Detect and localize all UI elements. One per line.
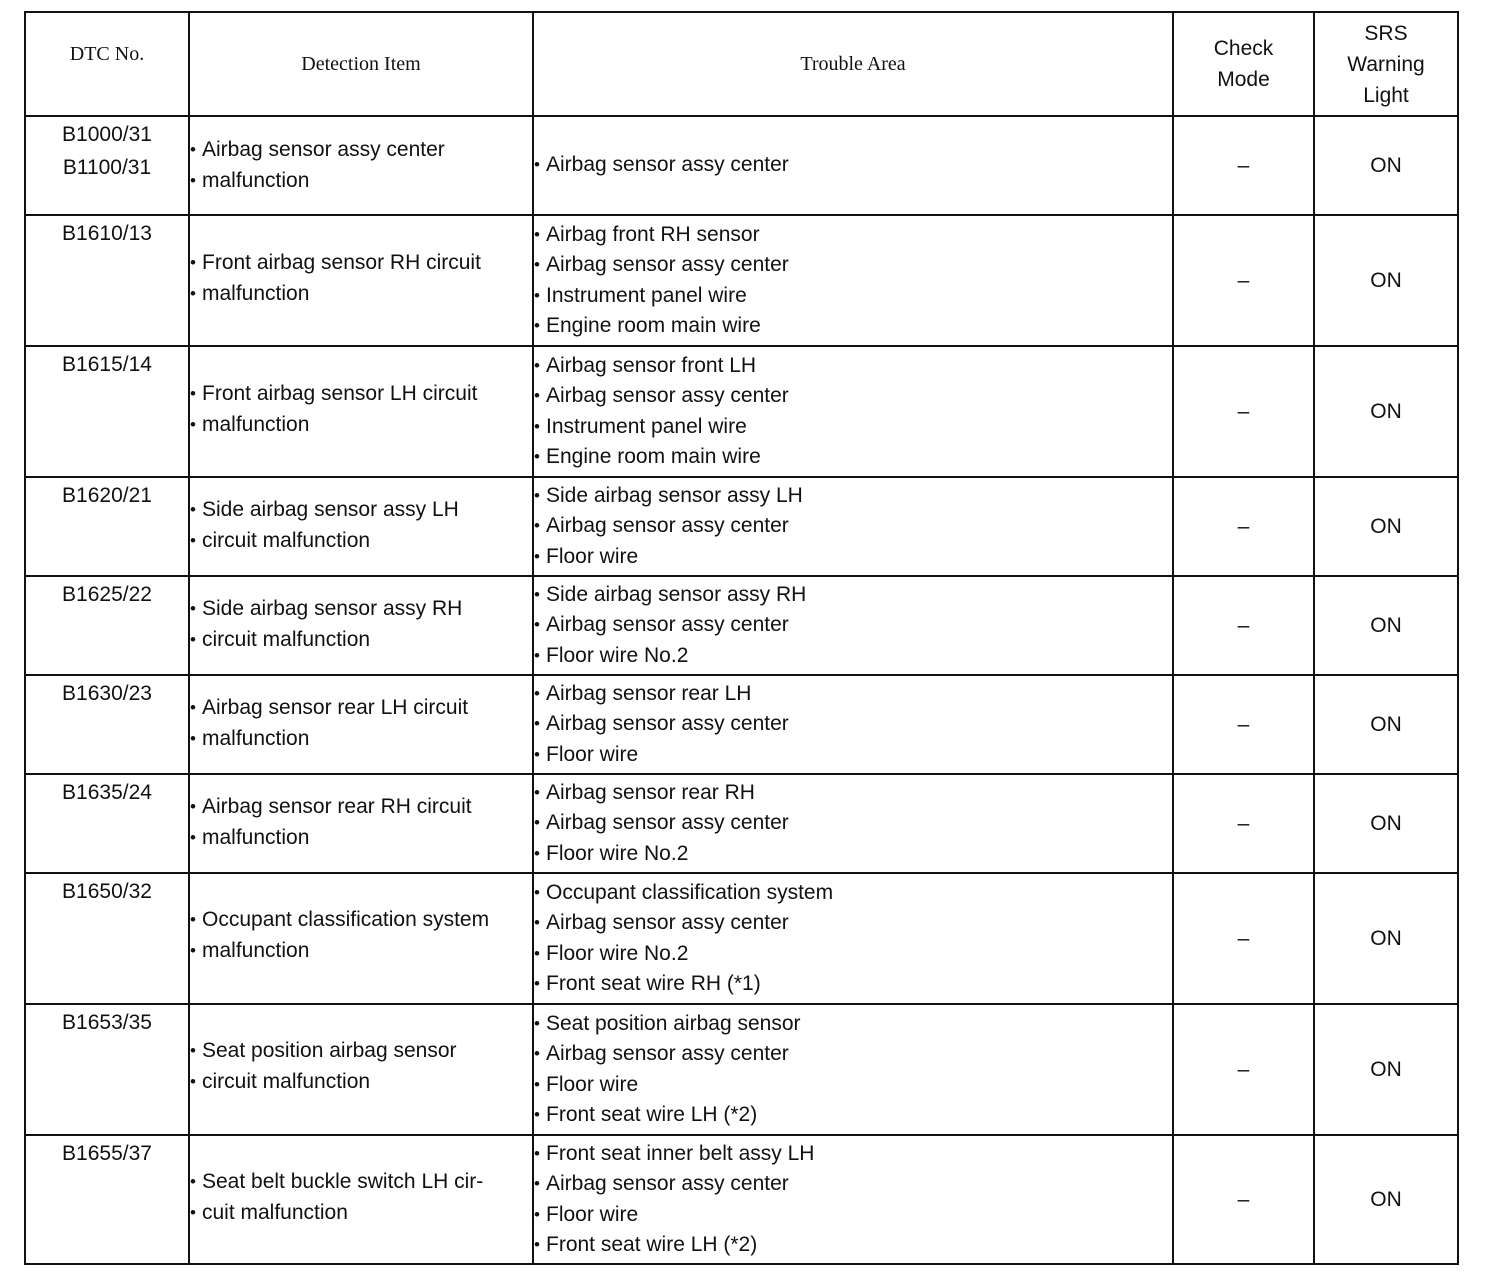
detection-text: Airbag sensor rear RH circuit — [202, 795, 472, 818]
bullet-line — [190, 166, 532, 197]
bullet-line — [190, 526, 532, 557]
trouble-text: Floor wire No.2 — [546, 841, 689, 865]
bullet-icon: • — [534, 285, 540, 305]
detection-text: Side airbag sensor assy RH — [202, 597, 463, 620]
trouble-text: Engine room main wire — [546, 314, 761, 337]
dtc-code-cell — [25, 477, 189, 576]
bullet-line — [534, 1139, 1172, 1170]
dtc-code: B1655/37 — [62, 1142, 152, 1165]
bullet-line — [190, 823, 532, 854]
bullet-line — [534, 709, 1172, 740]
dtc-code: B1653/35 — [62, 1011, 152, 1034]
bullet-icon: • — [534, 316, 540, 335]
detection-text: Airbag sensor rear LH circuit — [202, 696, 469, 719]
trouble-text: Seat position airbag sensor — [546, 1011, 801, 1035]
detection-text: circuit malfunction — [202, 627, 371, 651]
bullet-icon: • — [534, 386, 540, 405]
bullet-line — [534, 1100, 1172, 1131]
trouble-area-cell — [533, 675, 1173, 774]
bullet-line — [190, 936, 532, 967]
trouble-text: Instrument panel wire — [546, 283, 747, 307]
bullet-icon: • — [534, 155, 540, 175]
bullet-line — [534, 939, 1172, 970]
bullet-line — [190, 594, 532, 625]
detection-text: Front airbag sensor RH circuit — [202, 251, 481, 274]
trouble-text: Airbag sensor rear RH — [546, 780, 755, 804]
check-mode-cell: – — [1173, 477, 1314, 576]
bullet-line — [534, 311, 1172, 342]
bullet-icon: • — [534, 1013, 540, 1033]
detection-item-cell — [189, 477, 533, 576]
trouble-text: Front seat wire LH (*2) — [546, 1233, 758, 1256]
bullet-line — [534, 250, 1172, 281]
check-mode-cell: – — [1173, 873, 1314, 1004]
bullet-line — [190, 1167, 532, 1198]
detection-text: malfunction — [202, 281, 310, 305]
bullet-line — [534, 220, 1172, 251]
bullet-line — [534, 542, 1172, 573]
bullet-line — [190, 905, 532, 936]
bullet-icon: • — [190, 599, 196, 618]
trouble-area-cell — [533, 477, 1173, 576]
detection-text: malfunction — [202, 412, 310, 436]
bullet-line — [534, 442, 1172, 473]
dtc-code-cell — [25, 774, 189, 873]
trouble-area-cell — [533, 116, 1173, 215]
bullet-line — [534, 839, 1172, 870]
bullet-icon: • — [534, 416, 540, 436]
check-mode-cell: – — [1173, 346, 1314, 477]
bullet-icon: • — [534, 744, 540, 764]
bullet-line — [534, 1230, 1172, 1261]
dtc-code: B1630/23 — [62, 682, 152, 705]
trouble-area-cell — [533, 774, 1173, 873]
bullet-icon: • — [190, 253, 196, 272]
header-row — [25, 12, 1458, 116]
trouble-text: Airbag sensor assy center — [546, 384, 789, 407]
check-mode-cell: – — [1173, 576, 1314, 675]
bullet-icon: • — [190, 940, 196, 960]
dtc-code: B1615/14 — [62, 353, 152, 376]
bullet-icon: • — [534, 645, 540, 665]
bullet-line — [534, 580, 1172, 611]
bullet-icon: • — [534, 615, 540, 635]
bullet-icon: • — [534, 355, 540, 375]
bullet-icon: • — [190, 500, 196, 519]
bullet-icon: • — [190, 827, 196, 847]
bullet-icon: • — [190, 698, 196, 717]
trouble-text: Airbag sensor assy center — [546, 811, 789, 835]
dtc-code: B1100/31 — [62, 156, 152, 179]
bullet-line — [534, 679, 1172, 710]
bullet-line — [534, 641, 1172, 672]
bullet-icon: • — [190, 170, 196, 190]
detection-text: Seat belt buckle switch LH cir- — [202, 1170, 484, 1193]
bullet-line — [534, 778, 1172, 809]
trouble-text: Airbag sensor assy center — [546, 1042, 789, 1065]
detection-text: cuit malfunction — [202, 1200, 348, 1224]
bullet-line — [190, 1198, 532, 1229]
dtc-code-cell — [25, 675, 189, 774]
detection-text: circuit malfunction — [202, 1069, 371, 1093]
table-row — [25, 1004, 1458, 1135]
detection-text: Side airbag sensor assy LH — [202, 498, 459, 521]
trouble-text: Instrument panel wire — [546, 414, 747, 438]
dtc-code-cell — [25, 873, 189, 1004]
bullet-icon: • — [190, 1202, 196, 1222]
trouble-text: Airbag sensor assy center — [546, 514, 789, 538]
detection-text: Seat position airbag sensor — [202, 1039, 457, 1062]
table-row — [25, 1135, 1458, 1264]
check-mode-cell: – — [1173, 1004, 1314, 1135]
detection-item-cell — [189, 576, 533, 675]
bullet-line — [190, 279, 532, 310]
header-trouble-area: Trouble Area — [533, 12, 1173, 116]
trouble-area-cell — [533, 215, 1173, 346]
dtc-code-cell — [25, 215, 189, 346]
bullet-icon: • — [534, 1143, 540, 1163]
trouble-area-cell — [533, 873, 1173, 1004]
srs-warning-light-cell: ON — [1314, 1135, 1458, 1264]
trouble-text: Airbag sensor assy center — [546, 613, 789, 637]
detection-text: malfunction — [202, 726, 310, 750]
trouble-text: Airbag sensor assy center — [546, 253, 789, 276]
srs-warning-light-cell: ON — [1314, 774, 1458, 873]
bullet-icon: • — [534, 447, 540, 466]
check-mode-cell: – — [1173, 215, 1314, 346]
bullet-line — [534, 511, 1172, 542]
bullet-line — [534, 1070, 1172, 1101]
bullet-line — [534, 412, 1172, 443]
bullet-icon: • — [534, 974, 540, 993]
bullet-line — [534, 969, 1172, 1000]
dtc-code: B1635/24 — [62, 781, 152, 804]
detection-item-cell — [189, 873, 533, 1004]
bullet-line — [534, 1009, 1172, 1040]
trouble-text: Floor wire — [546, 1202, 639, 1226]
bullet-line — [534, 1200, 1172, 1231]
detection-item-cell — [189, 675, 533, 774]
check-mode-cell: – — [1173, 675, 1314, 774]
bullet-icon: • — [190, 629, 196, 649]
detection-item-cell — [189, 1135, 533, 1264]
bullet-line — [534, 908, 1172, 939]
bullet-icon: • — [190, 1041, 196, 1060]
detection-text: circuit malfunction — [202, 528, 371, 552]
trouble-text: Floor wire No.2 — [546, 643, 689, 667]
dtc-code-cell — [25, 1004, 189, 1135]
trouble-text: Front seat wire RH (*1) — [546, 972, 761, 995]
srs-warning-light-cell: ON — [1314, 116, 1458, 215]
bullet-icon: • — [534, 943, 540, 963]
srs-warning-light-cell: ON — [1314, 1004, 1458, 1135]
dtc-code-cell — [25, 1135, 189, 1264]
bullet-line — [190, 693, 532, 724]
srs-warning-light-cell: ON — [1314, 675, 1458, 774]
bullet-icon: • — [190, 530, 196, 550]
dtc-code: B1620/21 — [62, 484, 152, 507]
trouble-area-cell — [533, 346, 1173, 477]
table-row — [25, 774, 1458, 873]
detection-text: malfunction — [202, 825, 310, 849]
check-mode-cell: – — [1173, 1135, 1314, 1264]
bullet-line — [534, 351, 1172, 382]
trouble-text: Airbag sensor assy center — [546, 911, 789, 934]
bullet-line — [534, 281, 1172, 312]
trouble-text: Floor wire — [546, 1072, 639, 1096]
bullet-icon: • — [190, 797, 196, 816]
header-dtc-no: DTC No. — [25, 12, 189, 116]
trouble-text: Side airbag sensor assy LH — [546, 483, 803, 507]
table-row — [25, 477, 1458, 576]
trouble-text: Floor wire No.2 — [546, 941, 689, 965]
bullet-line — [534, 150, 1172, 181]
srs-warning-light-cell: ON — [1314, 215, 1458, 346]
srs-warning-light-cell: ON — [1314, 346, 1458, 477]
trouble-text: Airbag sensor assy center — [546, 712, 789, 736]
bullet-line — [534, 610, 1172, 641]
bullet-line — [190, 248, 532, 279]
dtc-code: B1000/31 — [62, 123, 152, 146]
bullet-icon: • — [534, 843, 540, 863]
bullet-icon: • — [534, 714, 540, 734]
detection-item-cell — [189, 1004, 533, 1135]
trouble-text: Occupant classification system — [546, 880, 834, 904]
trouble-text: Airbag sensor front LH — [546, 353, 757, 377]
table-row — [25, 116, 1458, 215]
bullet-icon: • — [190, 140, 196, 159]
bullet-icon: • — [534, 546, 540, 566]
trouble-text: Floor wire — [546, 742, 639, 766]
dtc-code-cell — [25, 346, 189, 477]
detection-text: malfunction — [202, 938, 310, 962]
trouble-area-cell — [533, 1135, 1173, 1264]
bullet-line — [534, 481, 1172, 512]
detection-item-cell — [189, 346, 533, 477]
header-check-mode: Check Mode — [1173, 12, 1314, 116]
dtc-code: B1650/32 — [62, 880, 152, 903]
bullet-icon: • — [534, 882, 540, 902]
detection-text: malfunction — [202, 168, 310, 192]
header-detection-item: Detection Item — [189, 12, 533, 116]
bullet-icon: • — [534, 485, 540, 505]
srs-warning-light-cell: ON — [1314, 576, 1458, 675]
bullet-icon: • — [534, 584, 540, 604]
bullet-icon: • — [534, 255, 540, 274]
bullet-icon: • — [190, 1172, 196, 1191]
bullet-line — [190, 379, 532, 410]
bullet-icon: • — [190, 384, 196, 403]
bullet-line — [534, 1039, 1172, 1070]
table-row — [25, 675, 1458, 774]
bullet-line — [534, 740, 1172, 771]
trouble-text: Airbag sensor rear LH — [546, 681, 752, 705]
trouble-text: Side airbag sensor assy RH — [546, 582, 807, 606]
trouble-text: Front seat wire LH (*2) — [546, 1103, 758, 1126]
check-mode-cell: – — [1173, 116, 1314, 215]
trouble-text: Engine room main wire — [546, 445, 761, 468]
bullet-line — [534, 808, 1172, 839]
header-srs-warning-light: SRS Warning Light — [1314, 12, 1458, 116]
table-row — [25, 873, 1458, 1004]
bullet-icon: • — [534, 782, 540, 802]
bullet-line — [190, 792, 532, 823]
bullet-icon: • — [190, 414, 196, 434]
bullet-line — [190, 1067, 532, 1098]
check-mode-cell: – — [1173, 774, 1314, 873]
detection-text: Airbag sensor assy center — [202, 138, 445, 161]
bullet-icon: • — [534, 683, 540, 703]
bullet-icon: • — [190, 728, 196, 748]
bullet-line — [534, 381, 1172, 412]
bullet-line — [534, 1169, 1172, 1200]
dtc-code: B1610/13 — [62, 222, 152, 245]
dtc-code-cell — [25, 576, 189, 675]
bullet-line — [190, 724, 532, 755]
table-row — [25, 346, 1458, 477]
trouble-text: Airbag sensor assy center — [546, 1172, 789, 1195]
bullet-icon: • — [534, 224, 540, 244]
bullet-icon: • — [190, 910, 196, 929]
trouble-area-cell — [533, 1004, 1173, 1135]
bullet-line — [190, 625, 532, 656]
bullet-icon: • — [190, 283, 196, 303]
bullet-icon: • — [534, 1044, 540, 1063]
detection-item-cell — [189, 215, 533, 346]
detection-text: Occupant classification system — [202, 908, 490, 931]
dtc-code: B1625/22 — [62, 583, 152, 606]
table-body — [25, 116, 1458, 1264]
trouble-text: Floor wire — [546, 544, 639, 568]
bullet-line — [190, 1036, 532, 1067]
bullet-icon: • — [534, 1235, 540, 1254]
bullet-icon: • — [190, 1071, 196, 1091]
bullet-line — [190, 135, 532, 166]
bullet-icon: • — [534, 813, 540, 833]
detection-item-cell — [189, 774, 533, 873]
detection-item-cell — [189, 116, 533, 215]
dtc-code-cell — [25, 116, 189, 215]
trouble-text: Front seat inner belt assy LH — [546, 1141, 815, 1165]
bullet-icon: • — [534, 516, 540, 536]
bullet-line — [190, 410, 532, 441]
bullet-icon: • — [534, 1174, 540, 1193]
trouble-area-cell — [533, 576, 1173, 675]
detection-text: Front airbag sensor LH circuit — [202, 382, 478, 405]
bullet-icon: • — [534, 1204, 540, 1224]
table-row — [25, 576, 1458, 675]
table-row — [25, 215, 1458, 346]
bullet-icon: • — [534, 1105, 540, 1124]
trouble-text: Airbag sensor assy center — [546, 153, 789, 177]
bullet-line — [190, 495, 532, 526]
dtc-table — [24, 11, 1459, 1265]
bullet-line — [534, 878, 1172, 909]
srs-warning-light-cell: ON — [1314, 873, 1458, 1004]
bullet-icon: • — [534, 913, 540, 932]
trouble-text: Airbag front RH sensor — [546, 222, 760, 246]
bullet-icon: • — [534, 1074, 540, 1094]
srs-warning-light-cell: ON — [1314, 477, 1458, 576]
